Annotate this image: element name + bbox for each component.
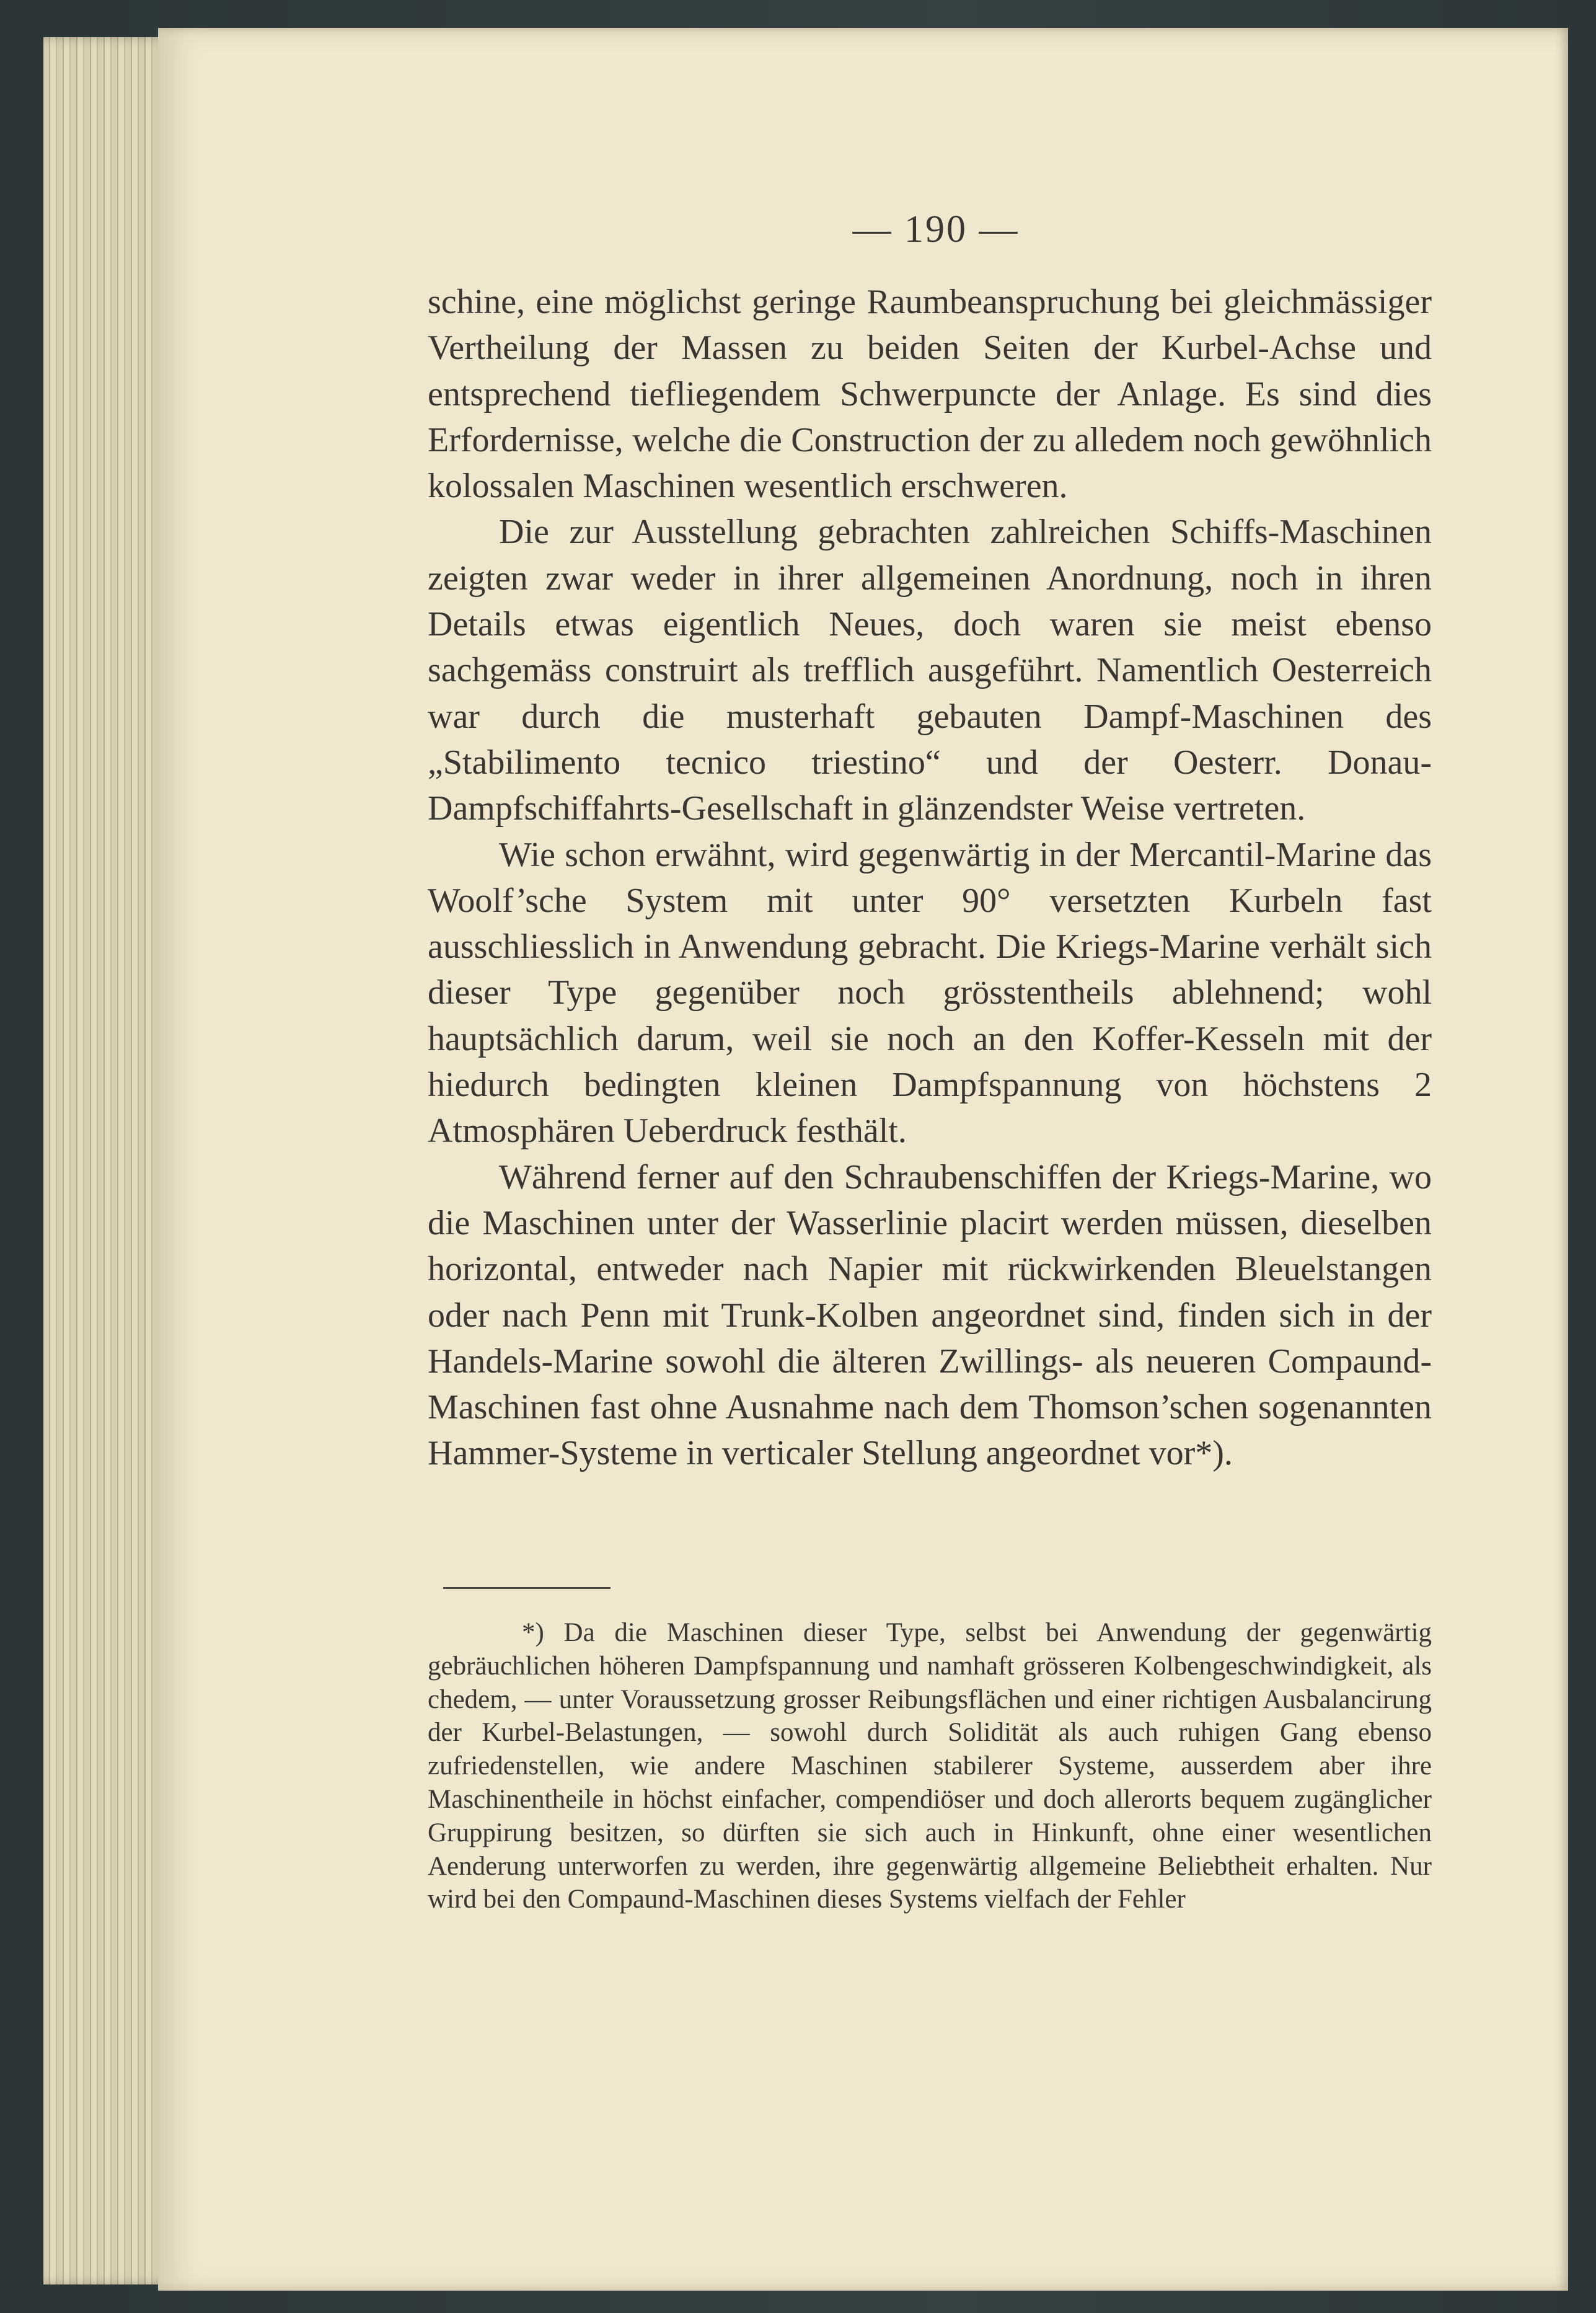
page-number: — 190 — [852,208,1020,250]
footnote-separator [443,1587,611,1589]
paragraph-1: schine, eine möglichst geringe Raumbeanspruchung bei gleichmässiger Vertheilung der Massen zu beiden Seiten der Kurbel-Achse und entsprechend tiefliegendem Schwerpuncte der Anlage. Es sind dies Erfordernisse, welche die Construction der zu alledem noch gewöhnlich kolossalen Maschinen wesentlich erschweren. [428,283,1432,506]
footnote-text: *) Da die Maschinen dieser Type, selbst bei Anwendung der gegenwärtig gebräuchlichen höheren Dampfspannung und namhaft grösseren Kolbengeschwindigkeit, als chedem, — unter Voraussetzung grosser Reibungsflächen und einer richtigen Ausbalancirung der Kurbel-Belastungen, — sowohl durch Solidität als auch ruhigen Gang ebenso zufriedenstellen, wie andere Maschinen stabilerer Systeme, ausserdem aber ihre Maschinentheile in höchst einfacher, compendiöser und doch allerorts bequem zugänglicher Gruppirung besitzen, so dürften sie sich auch in Hinkunft, ohne einer wesentlichen Aenderung unterworfen zu werden, ihre gegenwärtig allgemeine Beliebtheit erhalten. Nur wird bei den Compaund-Maschinen dieses Systems vielfach der Fehler [428,1618,1432,1914]
page-edges [43,37,174,2284]
paragraph-2: Die zur Ausstellung gebrachten zahlreichen Schiffs-Maschinen zeigten zwar weder in ihrer allgemeinen Anordnung, noch in ihren Details etwas eigentlich Neues, doch waren sie meist ebenso sachgemäss construirt als trefflich ausgeführt. Namentlich Oesterreich war durch die musterhaft gebauten Dampf-Maschinen des „Stabilimento tecnico triestino“ und der Oesterr. Donau-Dampfschiffahrts-Gesellschaft in glänzendster Weise vertreten. [428,513,1432,828]
paragraph-4: Während ferner auf den Schraubenschiffen der Kriegs-Marine, wo die Maschinen unter der Wasserlinie placirt werden müssen, dieselben horizontal, entweder nach Napier mit rückwirkenden Bleuelstangen oder nach Penn mit Trunk-Kolben angeordnet sind, finden sich in der Handels-Marine sowohl die älteren Zwillings- als neueren Compaund-Maschinen fast ohne Ausnahme nach dem Thomson’schen sogenannten Hammer-Systeme in verticaler Stellung angeordnet vor*). [428,1157,1432,1473]
paragraph-3: Wie schon erwähnt, wird gegenwärtig in der Mercantil-Marine das Woolf’sche System mit unter 90° versetzten Kurbeln fast ausschliesslich in Anwendung gebracht. Die Kriegs-Marine verhält sich dieser Type gegenüber noch grösstentheils ablehnend; wohl hauptsächlich darum, weil sie noch an den Koffer-Kesseln mit der hiedurch bedingten kleinen Dampfspannung von höchstens 2 Atmosphären Ueberdruck festhält. [428,835,1432,1151]
footnote [428,1616,1432,1916]
main-text [428,279,1432,1477]
